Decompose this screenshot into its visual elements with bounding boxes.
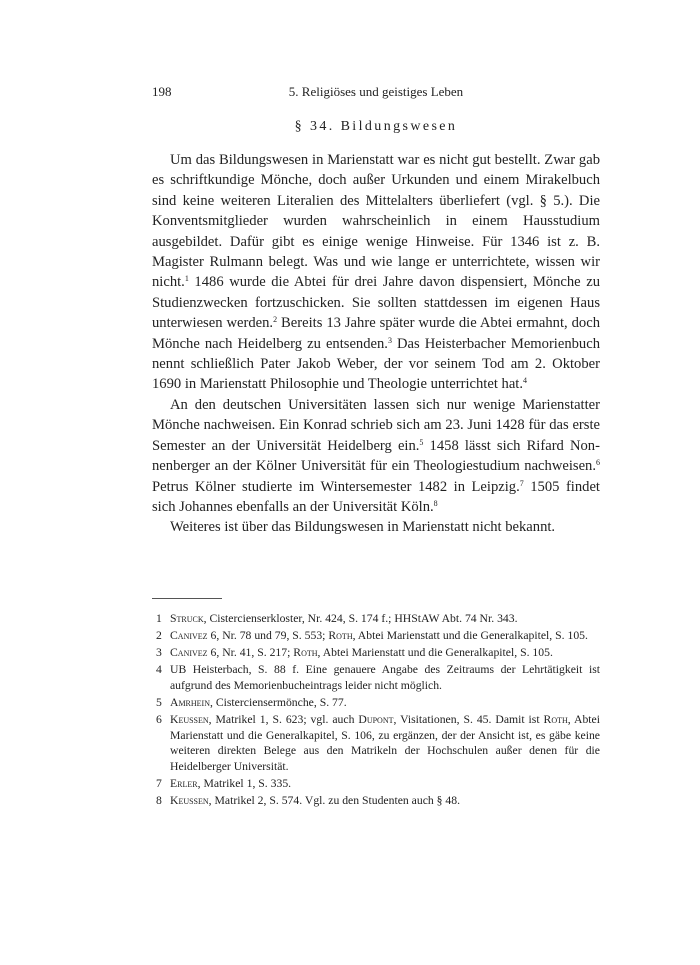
footnote: 4 UB Heisterbach, S. 88 f. Eine genauere Angabe des Zeitraums der Lehrtätigkeit ist aufgrund des Memorienbucheintrags leider nicht möglich. bbox=[156, 663, 600, 692]
footnotes bbox=[152, 611, 600, 810]
footnote: 2 Canivez 6, Nr. 78 und 79, S. 553; Roth, Abtei Marienstatt und die Generalkapitel, S. 105. bbox=[156, 629, 588, 643]
paragraph: An den deutschen Universitäten lassen sich nur wenige Marienstatter Mönche nachweisen. Ein Konrad schrieb sich am 23. Juni 1428 für das erste Semester an der Universität Heidelberg ein.$^5$ 1458 lässt sich Rifard Nonnenberger an der Kölner Universität für ein Theologiestudium nachweisen.$^6$ Petrus Kölner studierte im Wintersemester 1482 in Leipzig.$^7$ 1505 findet sich Johannes ebenfalls an der Universität Köln.$^8$ bbox=[152, 396, 600, 515]
footnote: 5 Amrhein, Cisterciensermönche, S. 77. bbox=[156, 695, 347, 709]
footnote-ref: 3 bbox=[387, 335, 392, 345]
running-header bbox=[152, 84, 600, 104]
footnote-divider bbox=[152, 598, 222, 599]
section-title: § 34. Bildungswesen bbox=[294, 119, 458, 134]
footnote-ref: 2 bbox=[273, 315, 278, 325]
footnote-ref: 7 bbox=[519, 478, 524, 488]
running-head: 5. Religiöses und geistiges Leben bbox=[288, 84, 464, 99]
footnote: 3 Canivez 6, Nr. 41, S. 217; Roth, Abtei Marienstatt und die Generalkapitel, S. 105. bbox=[156, 646, 553, 660]
footnote-ref: 8 bbox=[433, 498, 438, 508]
footnote: 7 Erler, Matrikel 1, S. 335. bbox=[156, 776, 292, 790]
footnote-ref: 6 bbox=[596, 458, 600, 468]
page-number: 198 bbox=[152, 84, 172, 99]
footnote-ref: 1 bbox=[184, 274, 189, 284]
footnote: 8 Keussen, Matrikel 2, S. 574. Vgl. zu den Studenten auch § 48. bbox=[156, 794, 461, 808]
paragraph: Weiteres ist über das Bildungswesen in Marienstatt nicht bekannt. bbox=[170, 519, 556, 536]
footnote-ref: 5 bbox=[419, 437, 424, 447]
footnote-ref: 4 bbox=[523, 376, 527, 386]
paragraph: Um das Bildungswesen in Marienstatt war es nicht gut bestellt. Zwar gab es schriftkundige Mönche, doch außer Urkunden und einem Mirakelbuch sind keine weiteren Literalien des Mittelalters überliefert (vgl. § 5.). Die Konventsmitglieder wurden wahrscheinlich in einem Hausstudium ausgebildet. Dafür gibt es einige wenige Hinweise. Für 1346 ist z. B. Magister Rulmann belegt. Was und wie lange er unterrichtete, wissen wir nicht.$^1$ 1486 wurde die Abtei für drei Jahre davon dispensiert, Mönche zu Studienzwecken fortzuschicken. Sie sollten stattdessen im eigenen Haus unterwiesen werden.$^2$ Bereits 13 Jahre später wurde die Abtei ermahnt, doch Mönche nach Heidelberg zu entsenden.$^3$ Das Heisterbacher Memorienbuch nennt schließlich Pater Jakob Weber, der vor seinem Tod am 2. Oktober 1690 in Marienstatt Philosophie und Theologie unterrichtet hat.$^4$ bbox=[152, 152, 601, 393]
body-text bbox=[152, 150, 600, 538]
footnote: 1 Struck, Cistercienserkloster, Nr. 424, S. 174 f.; HHStAW Abt. 74 Nr. 343. bbox=[156, 612, 518, 625]
footnote: 6 Keussen, Matrikel 1, S. 623; vgl. auch Dupont, Visitationen, S. 45. Damit ist Roth, Abtei Marienstatt und die Generalkapitel, S. 106, zu ergänzen, der der Ansicht ist, es gäbe keine weiteren direkten Belege aus den Matrikeln der Hochschulen außer denen für die Heidelberger Universität. bbox=[156, 713, 600, 773]
